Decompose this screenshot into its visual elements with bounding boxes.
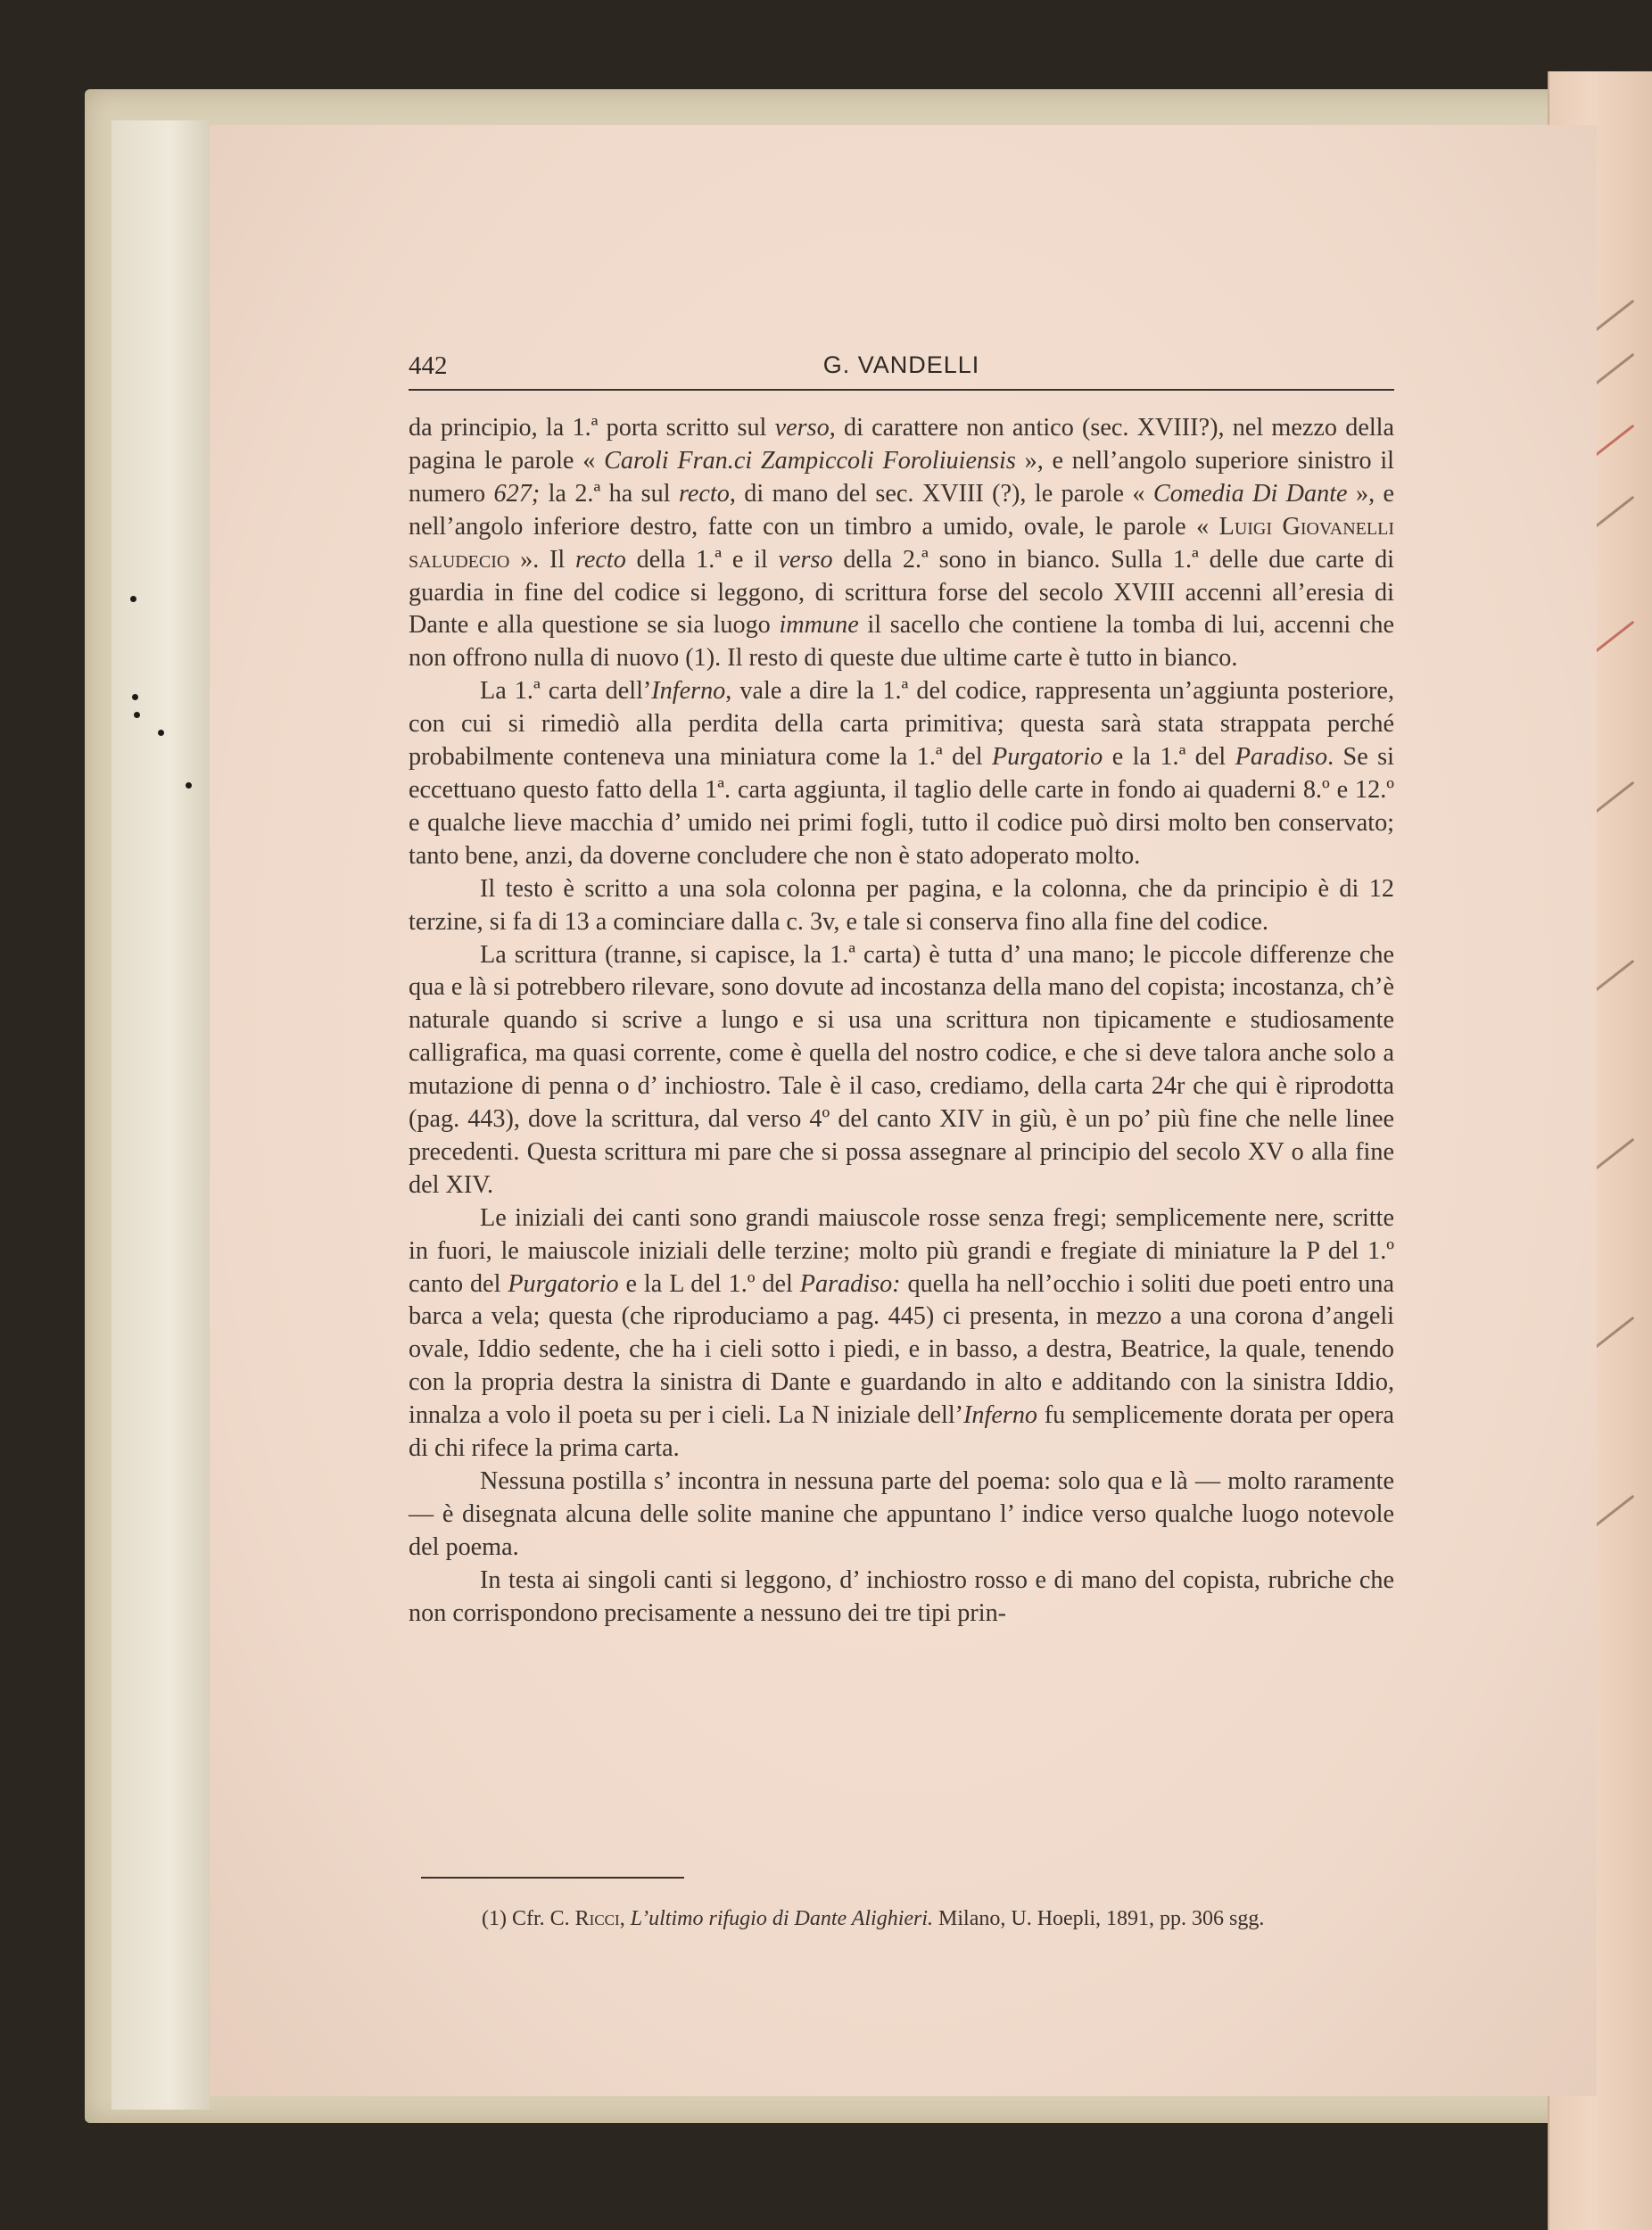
text-run: quella ha nell’occhio i soliti due poeti entro una barca a vela; questa (che riproduciamo a pag. 445) ci presenta, in mezzo a una corona d’angeli ovale, Iddio sedente, che ha i cieli sotto i piedi, e in basso, a destra, Beatrice, la quale, tenendo con la propria destra la sinistra di Dante e guardando in alto e additando con la sinistra Iddio, innalza a volo il poeta su per i cieli. La N iniziale dell’ (409, 1269, 1394, 1430)
running-head: G. VANDELLI (822, 351, 980, 378)
italic-run: L’ultimo rifugio di Dante Alighieri. (630, 1907, 934, 1930)
body-paragraph (409, 1565, 1394, 1631)
text-run: », e nell’angolo superiore sinistro il numero (409, 446, 1394, 508)
text-run: fu semplicemente dorata per opera di chi rifece la prima carta. (409, 1401, 1394, 1463)
text-run: In testa ai singoli canti si leggono, d’ inchiostro rosso e di mano del copista, rubriche che non corrispondono precisamente a nessuno dei tre tipi prin- (409, 1565, 1394, 1627)
text-run: , (619, 1907, 631, 1930)
text-run: La scrittura (tranne, si capisce, la 1.ª carta) è tutta d’ una mano; le piccole differenze che qua e là si potrebbero rilevare, sono dovute ad incostanza della mano del copista; incostanza, ch’è naturale quando si scrive a lungo e si usa una scrittura non tipicamente e studiosamente calligrafica, ma quasi corrente, come è quella del nostro codice, e che si deve talora anche solo a mutazione di penna o d’ inchiostro. Tale è il caso, crediamo, della carta 24r che qui è riprodotta (pag. 443), dove la scrittura, dal verso 4º del canto XIV in giù, è un po’ più fine che nelle linee precedenti. Questa scrittura mi pare che si possa assegnare al principio del secolo XV o alla fine del XIV. (409, 940, 1394, 1199)
text-run: la 2.ª ha sul (540, 479, 679, 508)
text-run: . Se si eccettuano questo fatto della 1ª. carta aggiunta, il taglio delle carte in fondo ai quaderni 8.º e 12.º e qualche lieve macchia d’ umido nei primi fogli, tutto il codice può dirsi molto ben conservato; tanto bene, anzi, da doverne concludere che non è stato adoperato molto. (409, 743, 1394, 870)
italic-run: Caroli Fran.ci Zampiccoli Foroliuiensis (604, 446, 1016, 475)
page-header (409, 350, 1394, 391)
text-run: da principio, la 1.ª porta scritto sul (409, 414, 775, 442)
text-run: Il testo è scritto a una sola colonna per pagina, e la colonna, che da principio è di 12 terzine, si fa di 13 a cominciare dalla c. 3v, e tale si conserva fino alla fine del codice. (409, 874, 1394, 936)
italic-run: Purgatorio (508, 1269, 619, 1298)
italic-run: Inferno (963, 1401, 1038, 1430)
body-text (409, 412, 1394, 1631)
text-run: della 2.ª sono in bianco. Sulla 1.ª delle due carte di guardia in fine del codice si leggono, di scrittura forse del secolo XVIII accenni all’eresia di Dante e alla questione se sia luogo (409, 545, 1395, 640)
body-paragraph (409, 412, 1394, 675)
italic-run: verso (778, 545, 833, 574)
italic-run: Purgatorio (992, 743, 1103, 772)
italic-run: recto (574, 545, 626, 574)
text-run: della 1.ª e il (625, 545, 779, 574)
footnote-rule (421, 1877, 684, 1879)
text-run: Le iniziali dei canti sono grandi maiuscole rosse senza fregi; semplicemente nere, scritte in fuori, le maiuscole iniziali delle terzine; molto più grandi e fregiate di miniature la P del 1.º canto del (409, 1203, 1394, 1298)
body-paragraph (409, 1466, 1394, 1565)
text-run: , di carattere non antico (sec. XVIII?), nel mezzo della pagina le parole « (409, 414, 1394, 475)
binding-hole (134, 712, 140, 718)
text-run: », e nell’angolo inferiore destro, fatte con un timbro a umido, ovale, le parole « (409, 479, 1395, 541)
body-paragraph (409, 873, 1394, 939)
italic-run: Comedia Di Dante (1152, 479, 1348, 508)
italic-run: immune (779, 611, 859, 640)
text-run: , di mano del sec. XVIII (?), le parole « (729, 479, 1153, 508)
italic-run: Paradiso (1235, 743, 1328, 772)
text-run: e la L del 1.º del (618, 1269, 800, 1298)
text-run: , vale a dire la 1.ª del codice, rappresenta un’aggiunta posteriore, con cui si rimediò alla perdita della carta primitiva; questa sarà stata strappata perché probabilmente conteneva una miniatura come la 1.ª del (409, 677, 1394, 772)
small-caps-run: Luigi Giovanelli saludecio (409, 512, 1394, 574)
body-paragraph (409, 1202, 1394, 1466)
body-paragraph (409, 939, 1394, 1202)
text-run: La 1.ª carta dell’ (480, 677, 652, 706)
binding-hole (132, 694, 138, 700)
page-number: 442 (409, 351, 448, 380)
italic-run: recto (678, 479, 730, 508)
small-caps-run: Ricci (574, 1907, 620, 1930)
text-run: (1) Cfr. C. (482, 1907, 575, 1930)
binding-hole (186, 782, 192, 789)
binding-hole (158, 730, 164, 736)
text-run: il sacello che contiene la tomba di lui, accenni che non offrono nulla di nuovo (1). Il resto di queste due ultime carte è tutto in bianco. (409, 611, 1394, 673)
footnote (482, 1907, 1409, 1931)
italic-run: Paradiso: (799, 1269, 901, 1298)
body-paragraph (409, 675, 1394, 872)
text-run: ». Il (509, 545, 575, 574)
italic-run: verso (774, 414, 830, 442)
italic-run: 627; (493, 479, 541, 508)
text-run: e la 1.ª del (1103, 743, 1235, 772)
binding-strip (112, 120, 210, 2110)
text-run: Milano, U. Hoepli, 1891, pp. 306 sgg. (933, 1907, 1265, 1930)
text-run: Nessuna postilla s’ incontra in nessuna parte del poema: solo qua e là — molto raramente — è disegnata alcuna delle solite manine che appuntano l’ indice verso qualche luogo notevole del poema. (409, 1467, 1394, 1561)
italic-run: Inferno (651, 677, 726, 706)
binding-hole (130, 596, 136, 602)
